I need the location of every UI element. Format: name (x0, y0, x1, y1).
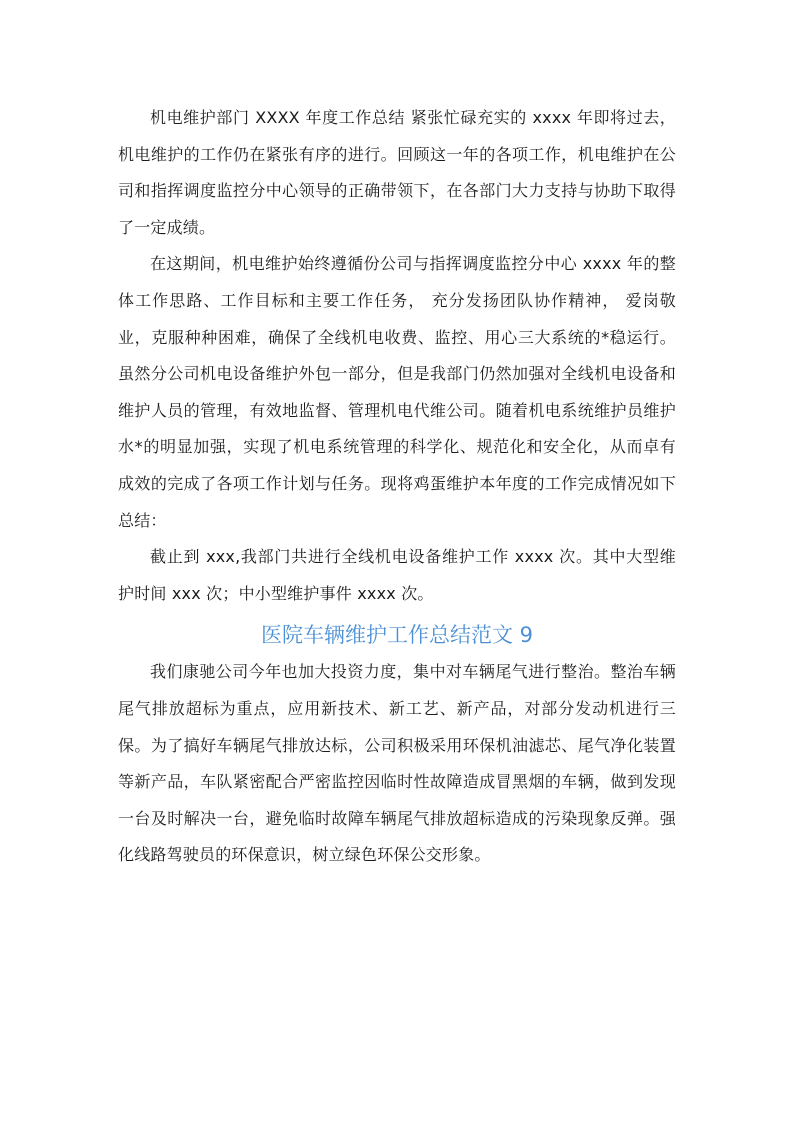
paragraph-maintenance-count: 截止到 xxx,我部门共进行全线机电设备维护工作 xxxx 次。其中大型维护时间 xxx 次；中小型维护事件 xxxx 次。 (118, 547, 676, 603)
paragraph-work-overview: 在这期间，机电维护始终遵循份公司与指挥调度监控分中心 xxxx 年的整体工作思路、工作目标和主要工作任务， 充分发扬团队协作精神， 爱岗敬业，克服种种困难，确保了全线机电收费、监控、用心三大系统的*稳运行。虽然分公司机电设备维护外包一部分，但是我部门仍然加强对全线机电设备和维护人员的管理，有效地监督、管理机电代维公司。随着机电系统维护员维护水*的明显加强，实现了机电系统管理的科学化、规范化和安全化，从而卓有成效的完成了各项工作计划与任务。现将鸡蛋维护本年度的工作完成情况如下总结： (118, 254, 676, 530)
paragraph-vehicle-exhaust: 我们康驰公司今年也加大投资力度，集中对车辆尾气进行整治。整治车辆尾气排放超标为重点，应用新技术、新工艺、新产品，对部分发动机进行三保。为了搞好车辆尾气排放达标，公司积极采用环保机油滤芯、尾气净化装置等新产品，车队紧密配合严密监控因临时性故障造成冒黑烟的车辆，做到发现一台及时解决一台，避免临时故障车辆尾气排放超标造成的污染现象反弹。强化线路驾驶员的环保意识，树立绿色环保公交形象。 (118, 662, 676, 865)
document-page (118, 100, 676, 874)
paragraph-annual-summary-intro: 机电维护部门 XXXX 年度工作总结 紧张忙碌充实的 xxxx 年即将过去，机电维护的工作仍在紧张有序的进行。回顾这一年的各项工作，机电维护在公司和指挥调度监控分中心领导的正确带领下，在各部门大力支持与协助下取得了一定成绩。 (118, 108, 676, 237)
section-heading: 医院车辆维护工作总结范文 9 (260, 623, 534, 648)
